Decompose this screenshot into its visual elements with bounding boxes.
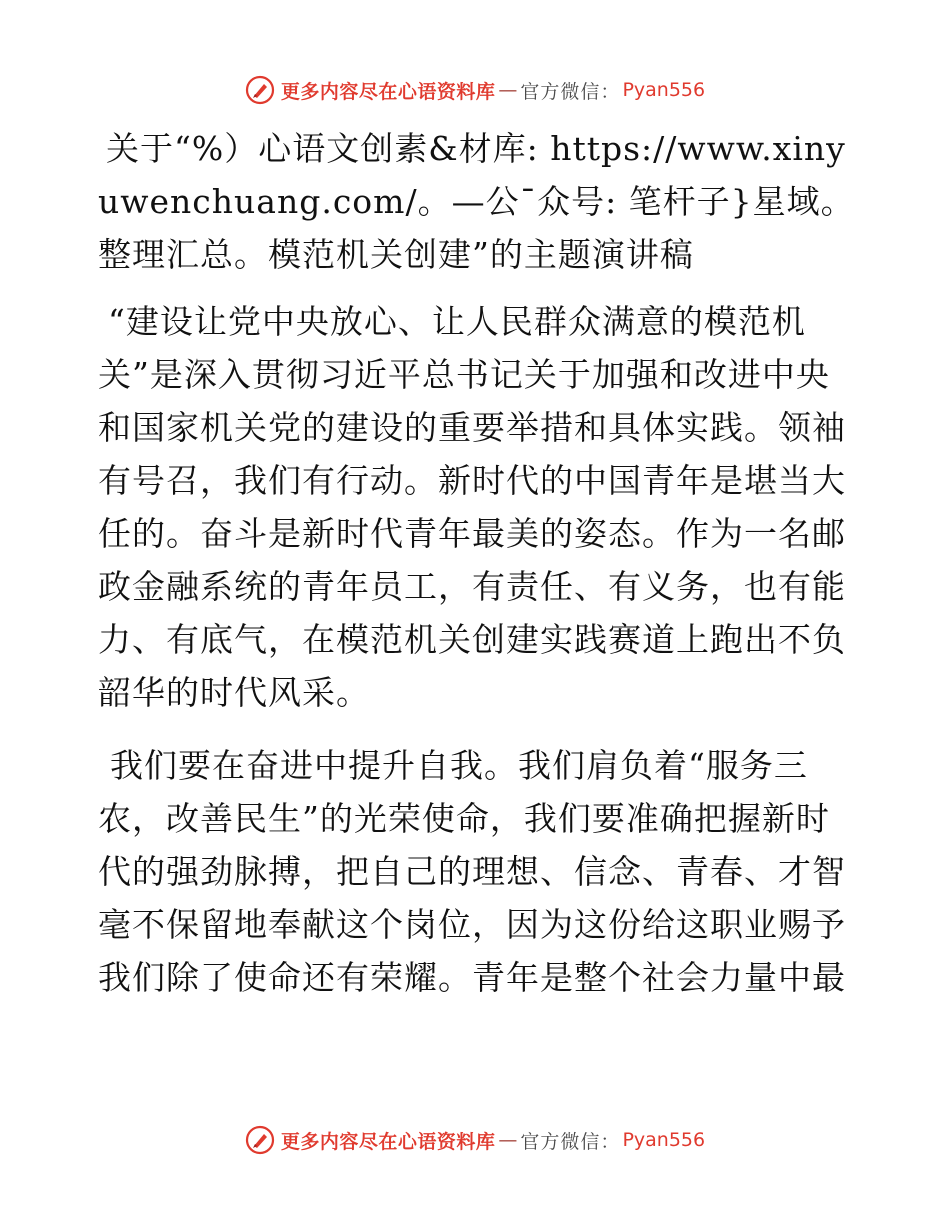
- banner-dash: —: [498, 1129, 518, 1151]
- banner-official-label: 官方微信：: [520, 1130, 621, 1153]
- banner-main-text: 更多内容尽在心语资料库: [280, 80, 496, 103]
- footer-banner: [0, 1120, 950, 1160]
- header-banner: [0, 70, 950, 110]
- pen-nib-logo-icon: [245, 75, 275, 105]
- banner-official-label: 官方微信：: [520, 80, 621, 103]
- banner-wechat-id: Pyan556: [622, 79, 706, 101]
- banner-dash: —: [498, 79, 518, 101]
- body-paragraph-1: “建设让党中央放心、让人民群众满意的模范机关”是深入贯彻习近平总书记关于加强和改进中央和国家机关党的建设的重要举措和具体实践。领袖有号召，我们有行动。新时代的中国青年是堪当大任的。奋斗是新时代青年最美的姿态。作为一名邮政金融系统的青年员工，有责任、有义务，也有能力、有底气，在模范机关创建实践赛道上跑出不负韶华的时代风采。: [98, 302, 846, 712]
- document-title-paragraph: 关于“%）心语文创素&材库: https://www.xinyuwenchuang.com/。—公¯众号: 笔杆子}星域。整理汇总。模范机关创建”的主题演讲稿: [98, 129, 855, 274]
- banner-wechat-id: Pyan556: [622, 1129, 706, 1151]
- document-body: [98, 122, 858, 1004]
- banner-main-text: 更多内容尽在心语资料库: [280, 1130, 496, 1153]
- pen-nib-logo-icon: [245, 1125, 275, 1155]
- body-paragraph-2: 我们要在奋进中提升自我。我们肩负着“服务三农，改善民生”的光荣使命，我们要准确把握新时代的强劲脉搏，把自己的理想、信念、青春、才智毫不保留地奉献这个岗位，因为这份给这职业赐予我们除了使命还有荣耀。青年是整个社会力量中最: [98, 746, 846, 997]
